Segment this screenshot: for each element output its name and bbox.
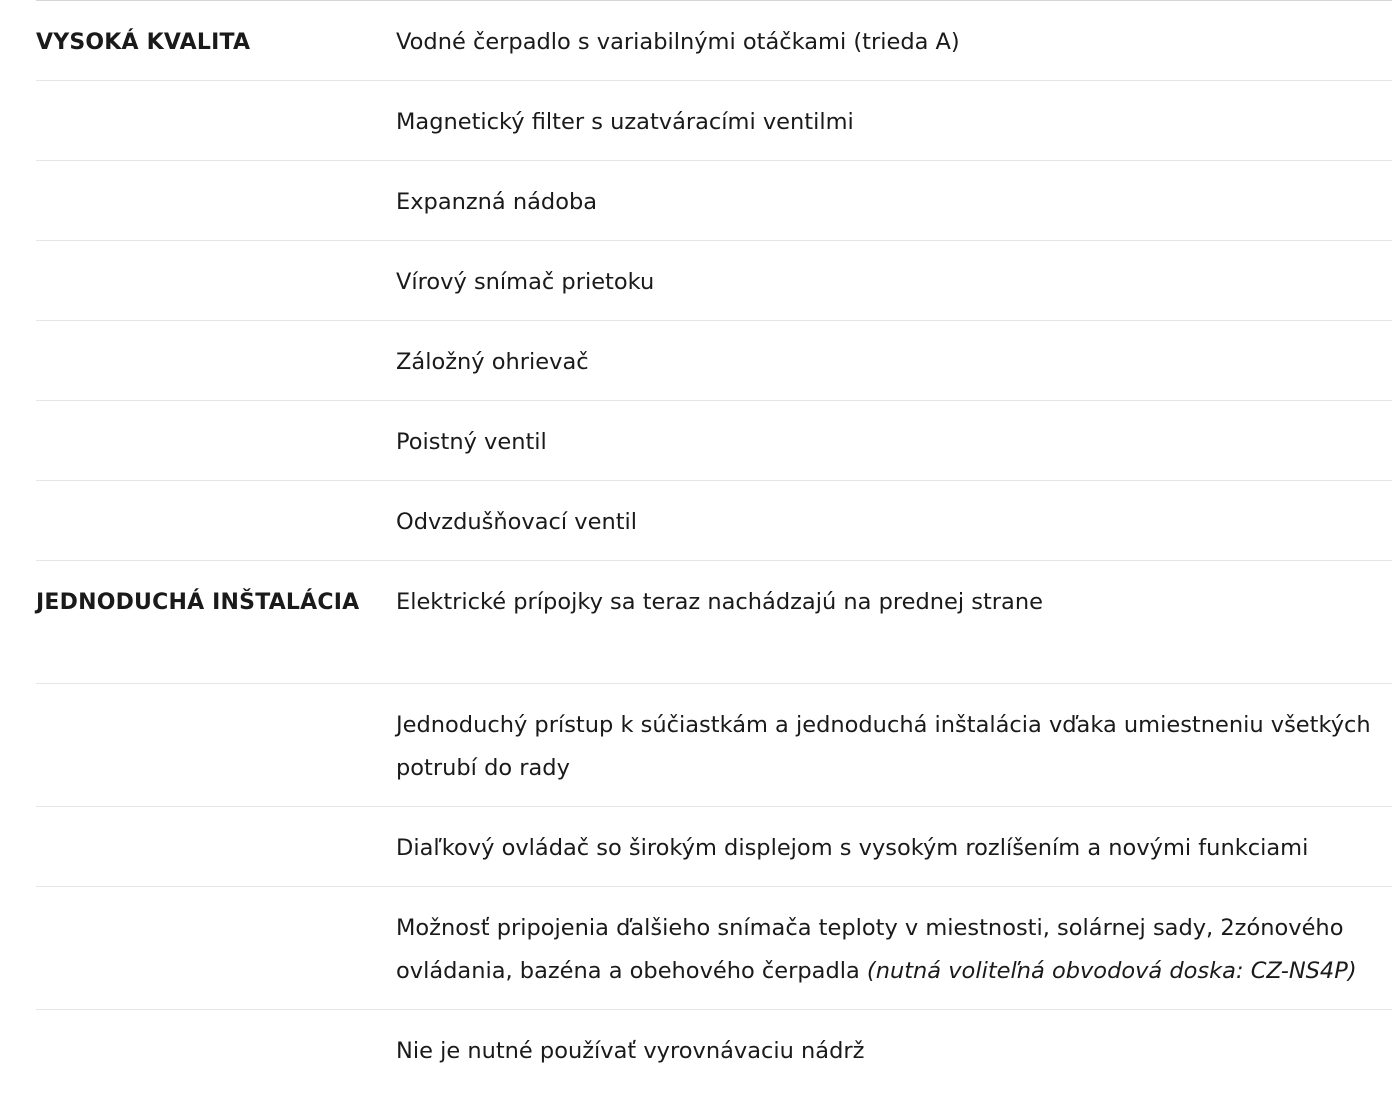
feature-text: Elektrické prípojky sa teraz nachádzajú na prednej strane [396,589,1043,615]
feature-text: Nie je nutné používať vyrovnávaciu nádrž [396,1038,865,1064]
category-empty [36,321,396,341]
spec-table [36,1,1392,1100]
feature-text: Poistný ventil [396,429,547,455]
table-row [36,481,1392,561]
feature-text: Odvzdušňovací ventil [396,509,638,535]
table-row [36,561,1392,684]
table-row [36,161,1392,241]
category-empty [36,401,396,421]
feature-note: (nutná voliteľná obvodová doska: CZ-NS4P) [866,958,1357,984]
feature-text: Diaľkový ovládač so širokým displejom s vysokým rozlíšením a novými funkciami [396,835,1309,861]
category-empty [36,81,396,101]
feature-text: Možnosť pripojenia ďalšieho snímača teploty v miestnosti, solárnej sady, 2zónového ovládania, bazéna a obehového čerpadla [396,915,1344,984]
table-row [36,1010,1392,1100]
feature-text: Jednoduchý prístup k súčiastkám a jednoduchá inštalácia vďaka umiestneniu všetkých potrubí do rady [396,712,1371,781]
feature-text: Magnetický filter s uzatváracími ventilmi [396,109,854,135]
feature-cell [396,887,1392,993]
table-row [36,1,1392,81]
feature-text: Vírový snímač prietoku [396,269,655,295]
category-empty [36,807,396,827]
category-label: VYSOKÁ KVALITA [36,30,251,55]
category-empty [36,241,396,261]
category-empty [36,887,396,907]
category-empty [36,481,396,501]
table-row [36,81,1392,161]
feature-text: Vodné čerpadlo s variabilnými otáčkami (trieda A) [396,29,960,55]
table-row [36,401,1392,481]
table-row [36,887,1392,1010]
category-empty [36,161,396,181]
table-row [36,321,1392,401]
category-empty [36,684,396,704]
category-label: JEDNODUCHÁ INŠTALÁCIA [36,590,360,615]
table-row [36,807,1392,887]
feature-text: Expanzná nádoba [396,189,598,215]
table-row [36,684,1392,807]
table-row [36,241,1392,321]
feature-text: Záložný ohrievač [396,349,589,375]
category-empty [36,1010,396,1030]
